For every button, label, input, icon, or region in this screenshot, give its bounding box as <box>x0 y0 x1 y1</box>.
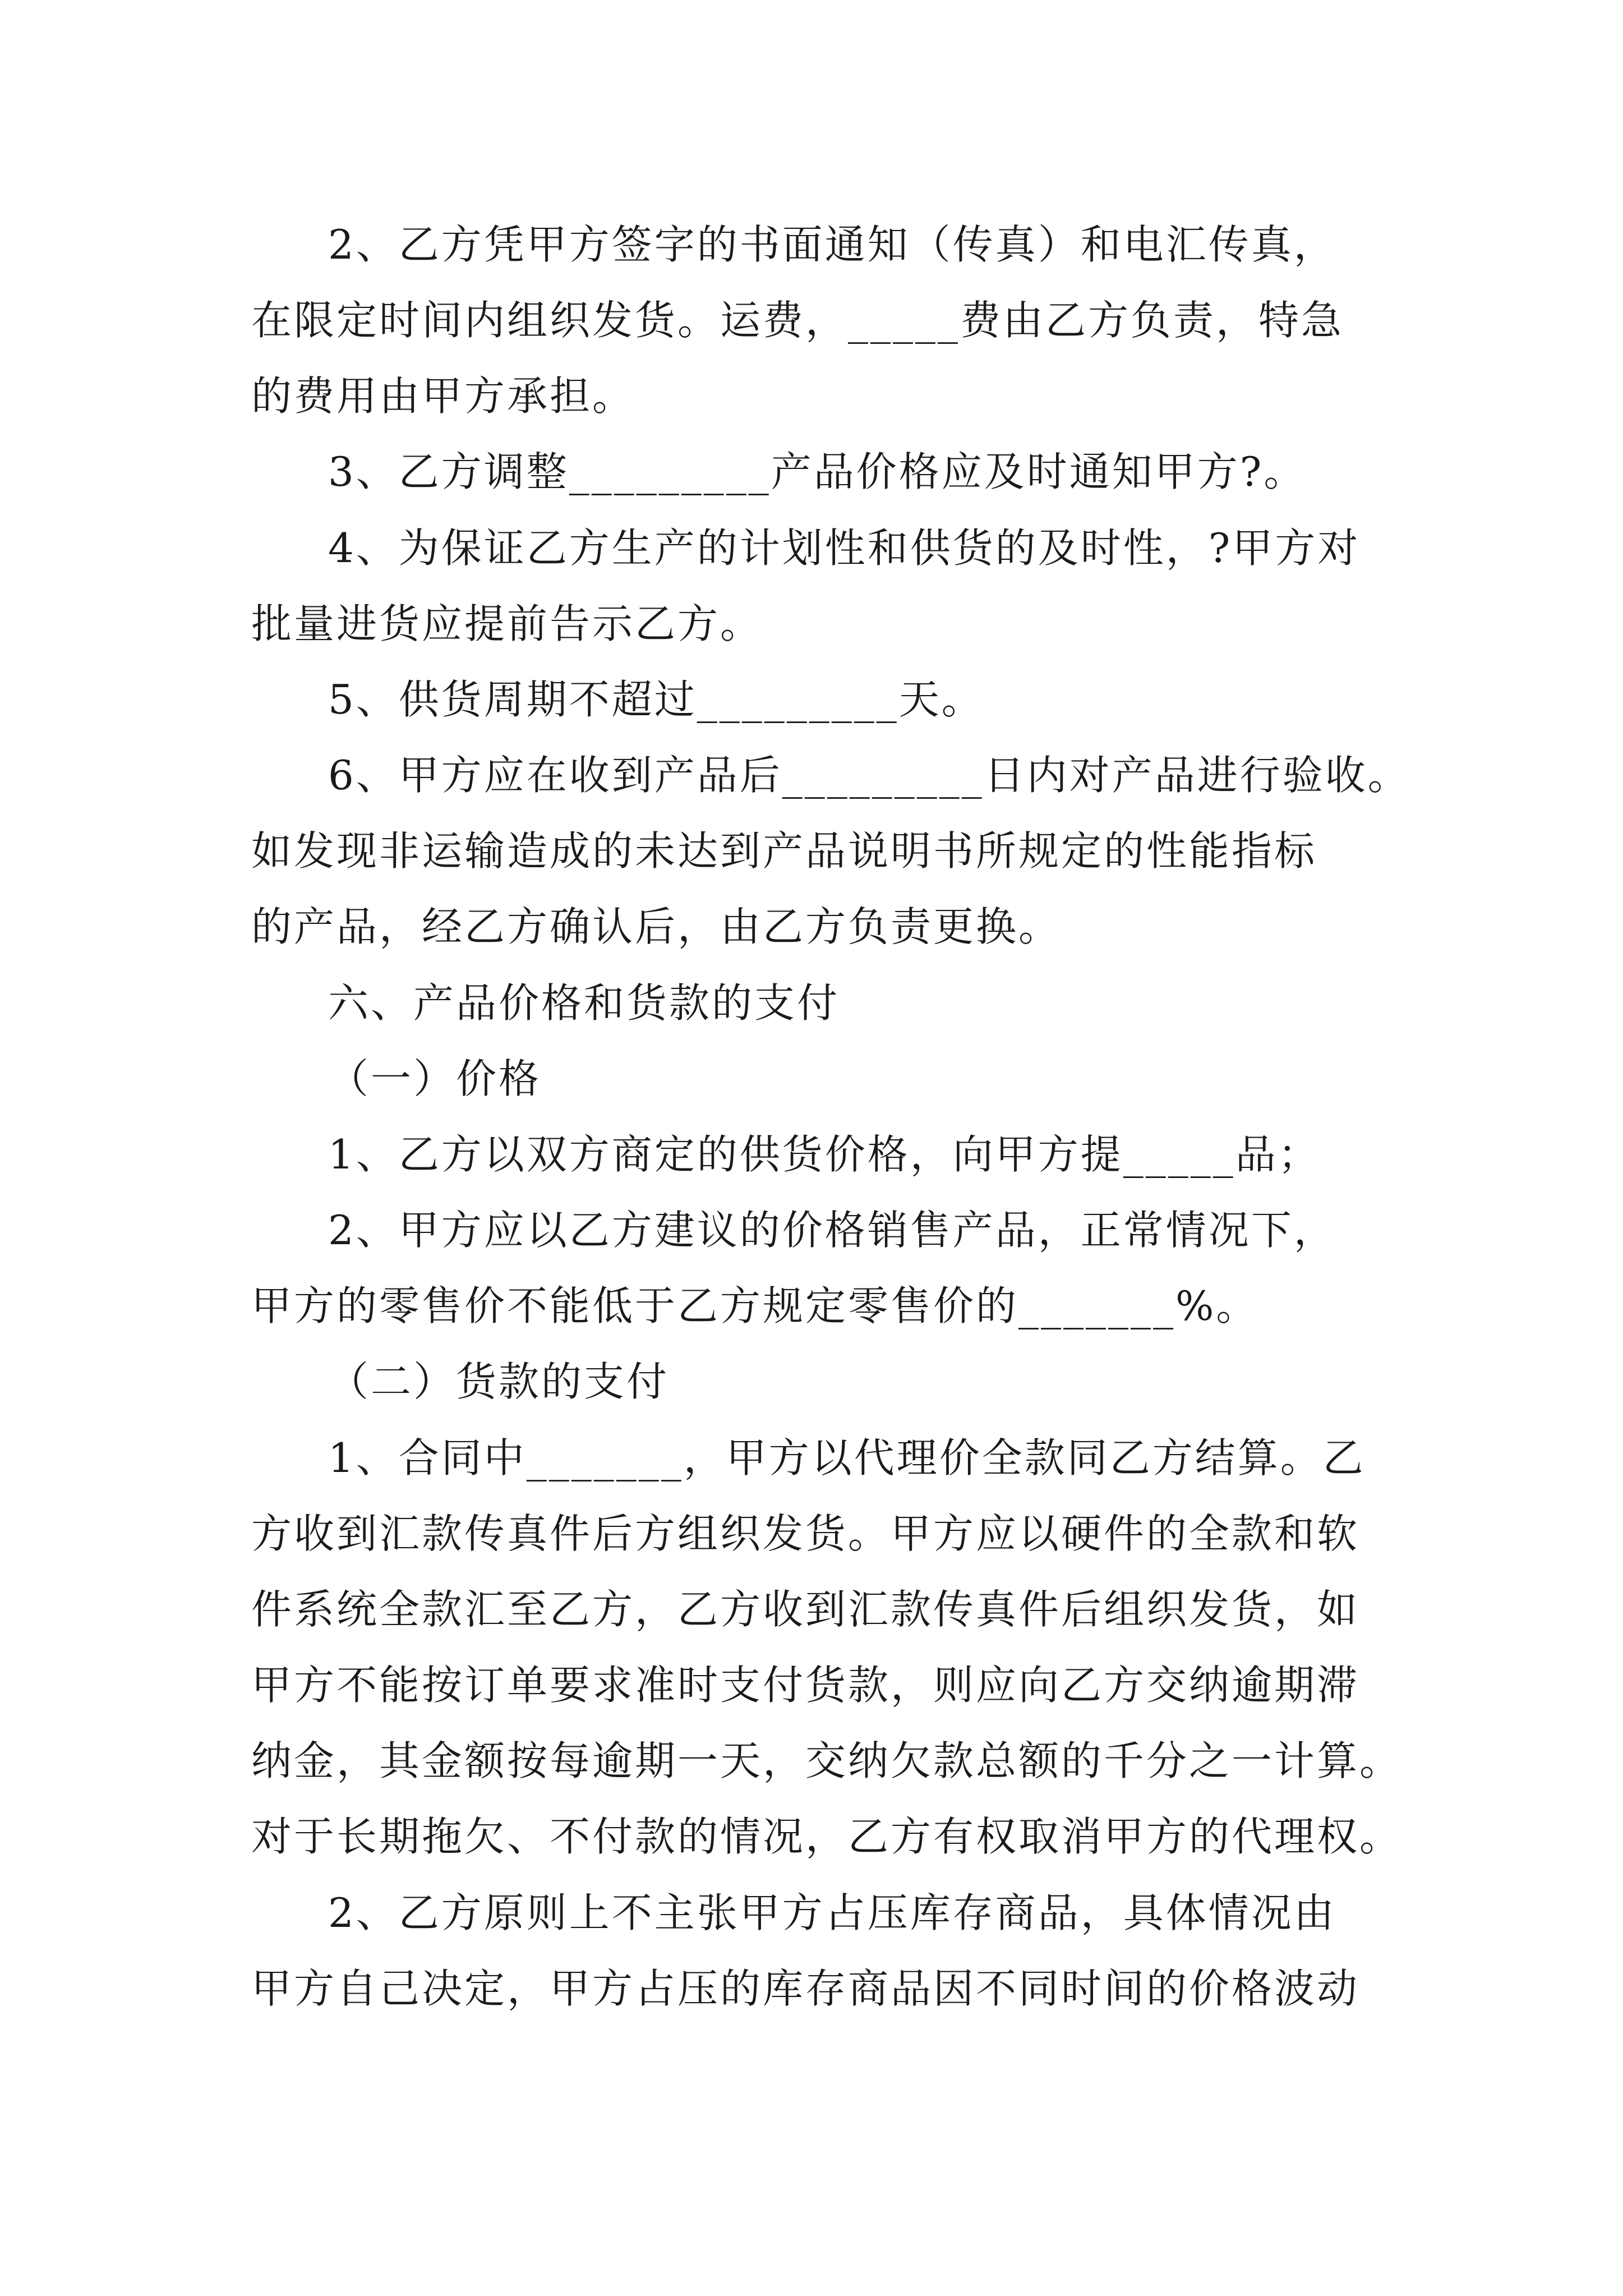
paragraph-line: 2、乙方凭甲方签字的书面通知（传真）和电汇传真， <box>328 221 1336 268</box>
section-heading: 六、产品价格和货款的支付 <box>328 979 840 1027</box>
subsection-heading: （二）货款的支付 <box>328 1358 670 1405</box>
paragraph-line: 在限定时间内组织发货。运费，_____费由乙方负责，特急 <box>251 297 1344 344</box>
paragraph-line: 甲方的零售价不能低于乙方规定零售价的_______%。 <box>251 1282 1259 1329</box>
paragraph-line: 的费用由甲方承担。 <box>251 372 635 420</box>
paragraph-line: 1、乙方以双方商定的供货价格，向甲方提_____品； <box>328 1131 1321 1178</box>
paragraph-line: 5、供货周期不超过_________天。 <box>328 676 984 723</box>
paragraph-line: 3、乙方调整_________产品价格应及时通知甲方?。 <box>328 448 1307 495</box>
subsection-heading: （一）价格 <box>328 1055 542 1102</box>
paragraph-line: 甲方不能按订单要求准时支付货款，则应向乙方交纳逾期滞 <box>251 1662 1360 1709</box>
paragraph-line: 批量进货应提前告示乙方。 <box>251 600 763 647</box>
paragraph-line: 6、甲方应在收到产品后_________日内对产品进行验收。 <box>328 752 1410 799</box>
paragraph-line: 甲方自己决定，甲方占压的库存商品因不同时间的价格波动 <box>251 1965 1360 2012</box>
paragraph-line: 如发现非运输造成的未达到产品说明书所规定的性能指标 <box>251 827 1317 875</box>
paragraph-line: 方收到汇款传真件后方组织发货。甲方应以硬件的全款和软 <box>251 1510 1360 1557</box>
paragraph-line: 纳金，其金额按每逾期一天，交纳欠款总额的千分之一计算。 <box>251 1737 1403 1784</box>
paragraph-line: 的产品，经乙方确认后，由乙方负责更换。 <box>251 903 1062 950</box>
paragraph-line: 件系统全款汇至乙方，乙方收到汇款传真件后组织发货，如 <box>251 1586 1360 1633</box>
paragraph-line: 对于长期拖欠、不付款的情况，乙方有权取消甲方的代理权。 <box>251 1813 1403 1860</box>
paragraph-line: 4、为保证乙方生产的计划性和供货的及时性，?甲方对 <box>328 524 1361 572</box>
paragraph-line: 1、合同中_______，甲方以代理价全款同乙方结算。乙 <box>328 1434 1366 1481</box>
paragraph-line: 2、甲方应以乙方建议的价格销售产品，正常情况下， <box>328 1207 1336 1254</box>
paragraph-line: 2、乙方原则上不主张甲方占压库存商品，具体情况由 <box>328 1889 1336 1936</box>
